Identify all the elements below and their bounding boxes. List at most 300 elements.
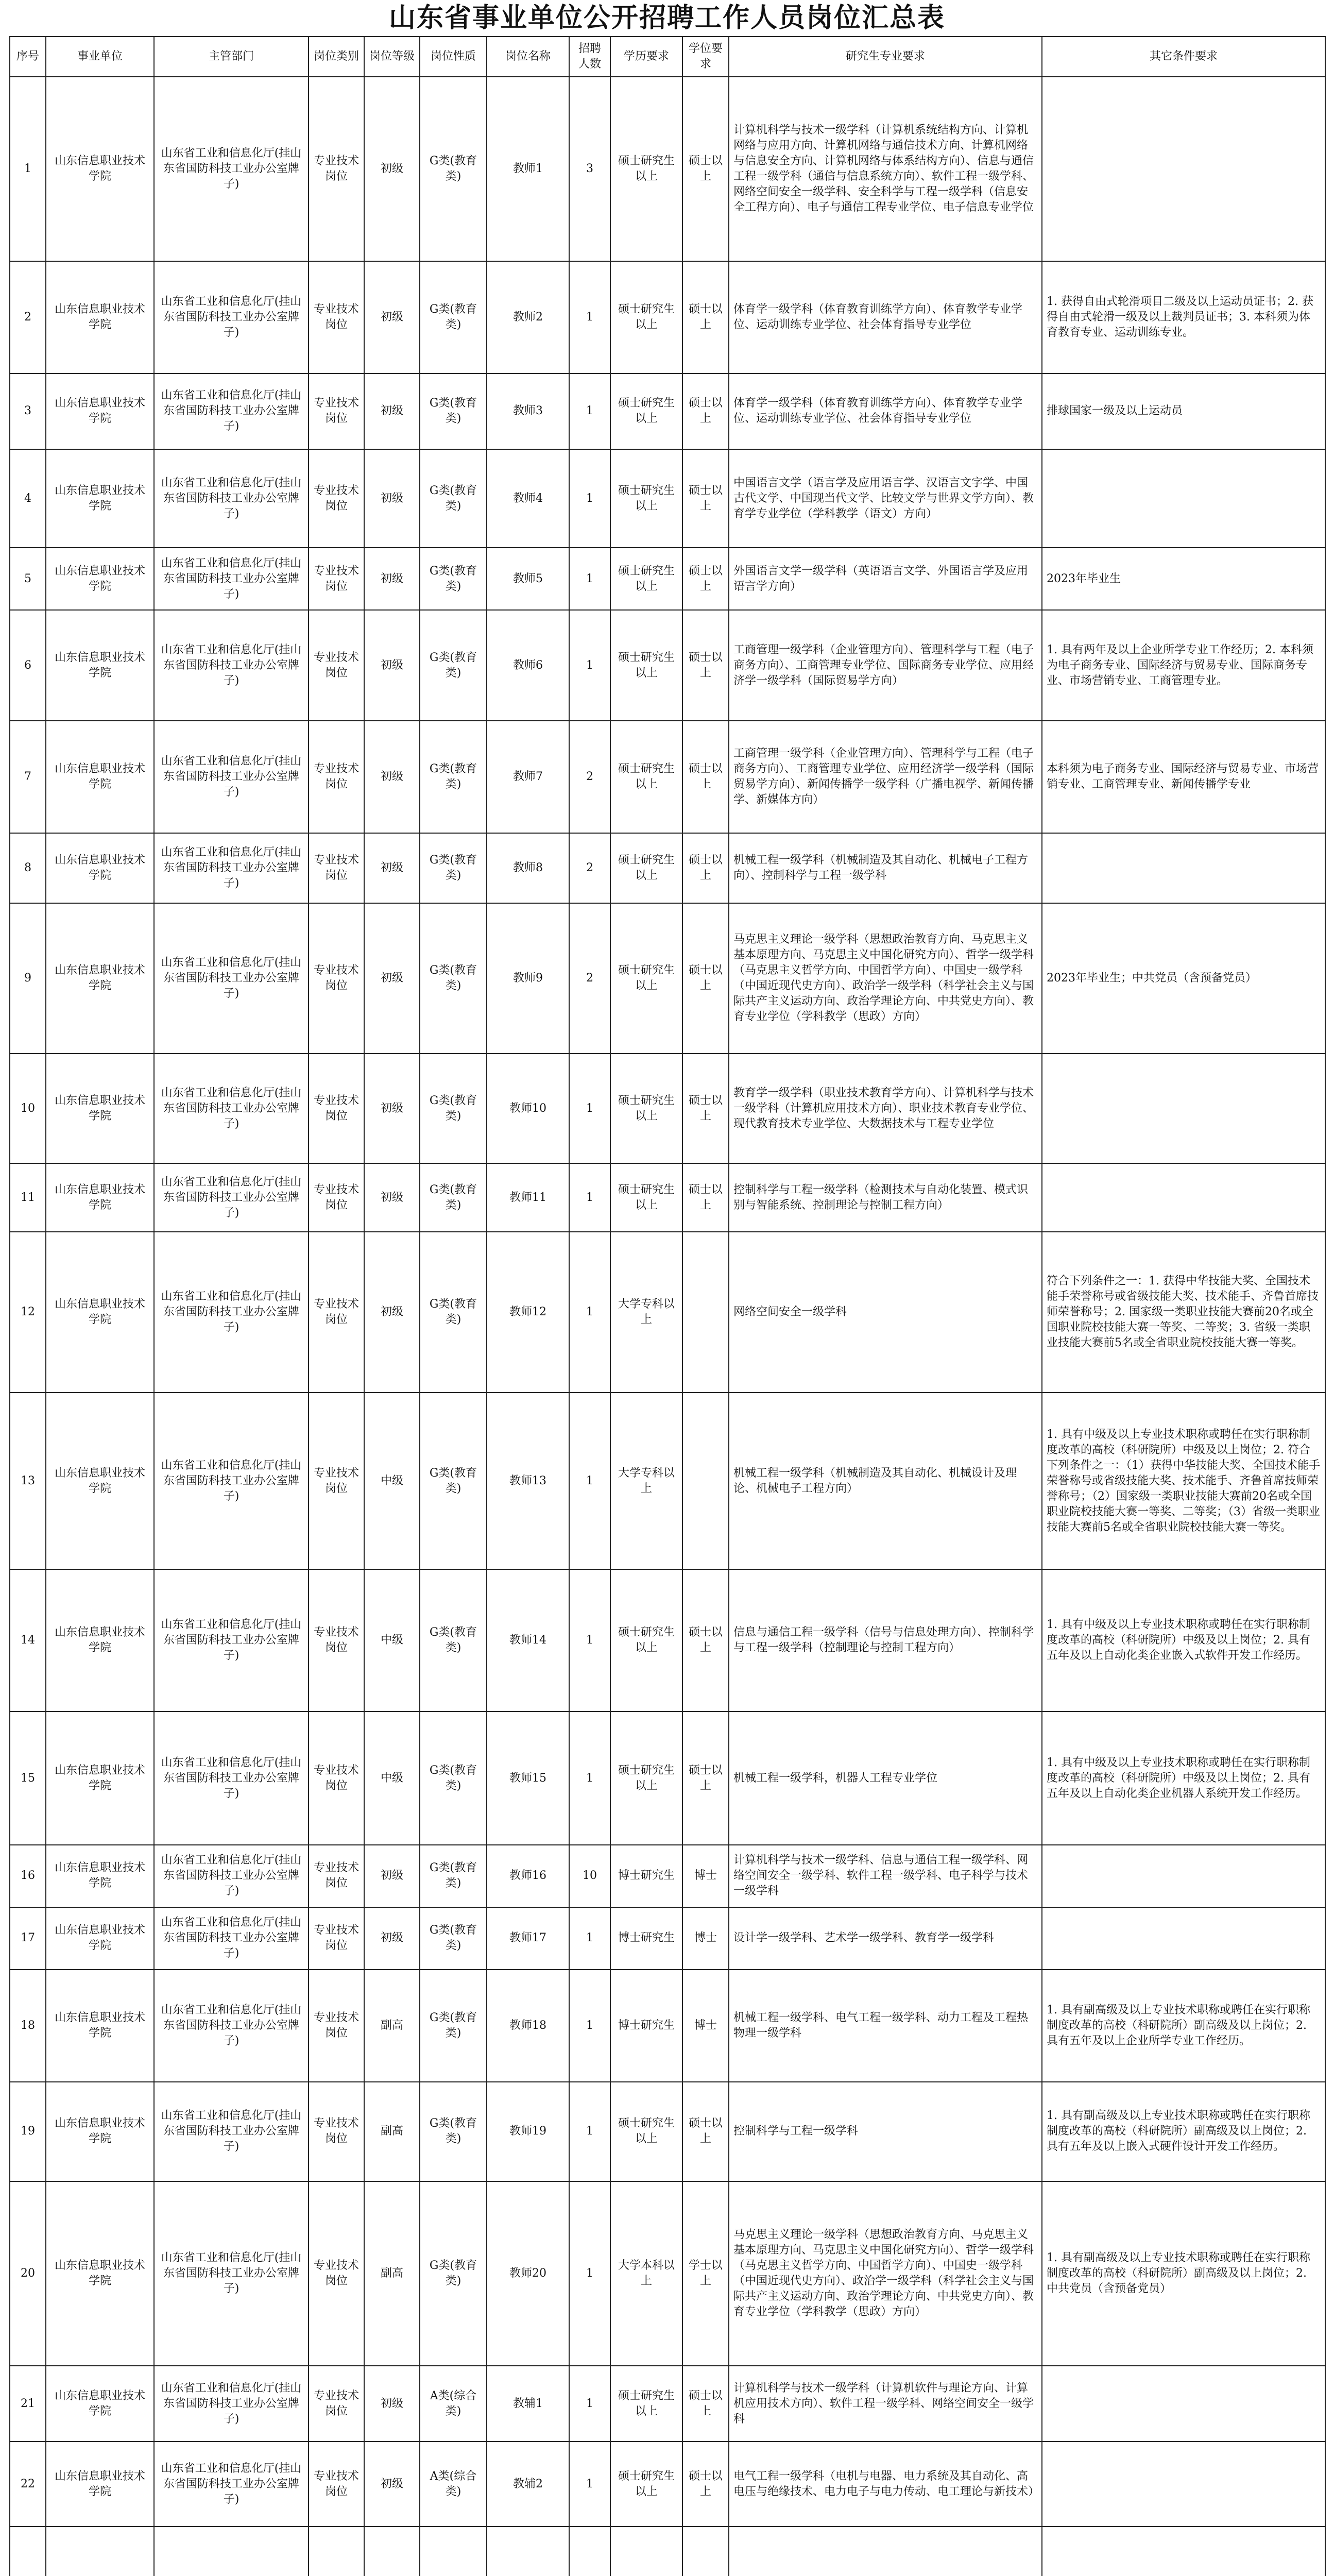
header-degree: 学位要求 (682, 37, 729, 77)
row-education: 硕士研究生以上 (610, 449, 682, 548)
row-position-name (487, 2527, 569, 2576)
row-major: 体育学一级学科（体育教育训练学方向）、体育教学专业学位、运动训练专业学位、社会体育指导专业学位 (729, 374, 1042, 450)
row-category: 专业技术岗位 (309, 1163, 364, 1232)
row-dept: 山东省工业和信息化厅(挂山东省国防科技工业办公室牌子) (154, 1054, 309, 1163)
row-other: 2023年毕业生 (1042, 548, 1325, 610)
row-degree: 硕士以上 (682, 721, 729, 833)
row-no: 17 (10, 1907, 46, 1970)
row-education: 硕士研究生以上 (610, 721, 682, 833)
row-level: 初级 (364, 2442, 420, 2526)
row-no: 20 (10, 2181, 46, 2366)
row-level: 初级 (364, 374, 420, 450)
row-other: 1. 具有中级及以上专业技术职称或聘任在实行职称制度改革的高校（科研院所）中级及以上岗位；2. 符合下列条件之一：（1）获得中华技能大奖、全国技术能手荣誉称号或省级技能大奖、技术能手、齐鲁首席技师荣誉称号；（2）国家级一类职业技能大赛前20名或全国职业院校技能大赛一等奖、二等奖；（3）省级一类职业技能大赛前5名或全省职业院校技能大赛一等奖。 (1042, 1393, 1325, 1569)
row-category: 专业技术岗位 (309, 1232, 364, 1393)
row-count: 2 (569, 903, 610, 1054)
table-row (10, 1163, 1325, 1232)
row-other: 2023年毕业生；中共党员（含预备党员） (1042, 903, 1325, 1054)
row-degree: 博士 (682, 1907, 729, 1970)
table-row (10, 449, 1325, 548)
row-nature: G类(教育类) (420, 1711, 487, 1845)
row-degree: 硕士以上 (682, 903, 729, 1054)
row-major: 工商管理一级学科（企业管理方向）、管理科学与工程（电子商务方向）、工商管理专业学位、国际商务专业学位、应用经济学一级学科（国际贸易学方向） (729, 610, 1042, 721)
row-count: 1 (569, 1054, 610, 1163)
row-count: 3 (569, 77, 610, 261)
row-level (364, 2527, 420, 2576)
row-major: 马克思主义理论一级学科（思想政治教育方向、马克思主义基本原理方向、马克思主义中国化研究方向）、哲学一级学科（马克思主义哲学方向、中国哲学方向）、中国史一级学科（中国近现代史方向）、政治学一级学科（科学社会主义与国际共产主义运动方向、政治学理论方向、中共党史方向）、教育专业学位（学科教学（思政）方向） (729, 903, 1042, 1054)
row-dept: 山东省工业和信息化厅(挂山东省国防科技工业办公室牌子) (154, 1711, 309, 1845)
positions-table (9, 36, 1326, 2576)
row-no: 8 (10, 833, 46, 903)
row-degree: 硕士以上 (682, 1711, 729, 1845)
row-count: 1 (569, 1569, 610, 1711)
row-position-name: 教师8 (487, 833, 569, 903)
row-count: 1 (569, 1232, 610, 1393)
row-nature: A类(综合类) (420, 2442, 487, 2526)
row-position-name: 教辅2 (487, 2442, 569, 2526)
row-degree: 学士以上 (682, 2181, 729, 2366)
row-education: 大学本科以上 (610, 2181, 682, 2366)
table-row (10, 2082, 1325, 2181)
row-other: 1. 获得自由式轮滑项目二级及以上运动员证书；2. 获得自由式轮滑一级及以上裁判员证书；3. 本科须为体育教育专业、运动训练专业。 (1042, 261, 1325, 374)
row-major: 计算机科学与技术一级学科（计算机系统结构方向、计算机网络与应用方向、计算机网络与通信技术方向、计算机网络与信息安全方向、计算机网络与体系结构方向）、信息与通信工程一级学科（通信与信息系统方向）、软件工程一级学科、网络空间安全一级学科、安全科学与工程一级学科（信息安全工程方向）、电子与通信工程专业学位、电子信息专业学位 (729, 77, 1042, 261)
row-level: 中级 (364, 1711, 420, 1845)
row-no: 4 (10, 449, 46, 548)
header-major: 研究生专业要求 (729, 37, 1042, 77)
row-count: 1 (569, 2082, 610, 2181)
row-nature: G类(教育类) (420, 1907, 487, 1970)
row-category: 专业技术岗位 (309, 77, 364, 261)
row-nature (420, 2527, 487, 2576)
row-category: 专业技术岗位 (309, 1054, 364, 1163)
row-major: 体育学一级学科（体育教育训练学方向）、体育教学专业学位、运动训练专业学位、社会体育指导专业学位 (729, 261, 1042, 374)
row-degree: 硕士以上 (682, 2082, 729, 2181)
row-no: 14 (10, 1569, 46, 1711)
row-unit: 山东信息职业技术学院 (46, 721, 154, 833)
row-major: 计算机科学与技术一级学科（计算机软件与理论方向、计算机应用技术方向）、软件工程一级学科、网络空间安全一级学科 (729, 2366, 1042, 2442)
row-nature: G类(教育类) (420, 610, 487, 721)
row-position-name: 教师10 (487, 1054, 569, 1163)
row-unit: 山东信息职业技术学院 (46, 374, 154, 450)
row-other: 1. 具有中级及以上专业技术职称或聘任在实行职称制度改革的高校（科研院所）中级及以上岗位；2. 具有五年及以上自动化类企业机器人系统开发工作经历。 (1042, 1711, 1325, 1845)
row-position-name: 教师13 (487, 1393, 569, 1569)
row-no: 19 (10, 2082, 46, 2181)
row-position-name: 教师18 (487, 1970, 569, 2082)
row-education: 硕士研究生以上 (610, 548, 682, 610)
row-count: 2 (569, 833, 610, 903)
row-nature: G类(教育类) (420, 1393, 487, 1569)
row-major (729, 2527, 1042, 2576)
row-category: 专业技术岗位 (309, 2181, 364, 2366)
row-position-name: 教辅1 (487, 2366, 569, 2442)
row-dept (154, 2527, 309, 2576)
row-unit: 山东信息职业技术学院 (46, 1970, 154, 2082)
row-unit: 山东信息职业技术学院 (46, 1845, 154, 1907)
row-unit: 山东信息职业技术学院 (46, 77, 154, 261)
row-no: 9 (10, 903, 46, 1054)
row-nature: G类(教育类) (420, 903, 487, 1054)
row-degree: 硕士以上 (682, 374, 729, 450)
table-row (10, 2181, 1325, 2366)
row-unit: 山东信息职业技术学院 (46, 261, 154, 374)
row-count: 1 (569, 2366, 610, 2442)
row-category: 专业技术岗位 (309, 1711, 364, 1845)
row-nature: G类(教育类) (420, 2082, 487, 2181)
row-dept: 山东省工业和信息化厅(挂山东省国防科技工业办公室牌子) (154, 2181, 309, 2366)
row-major: 工商管理一级学科（企业管理方向）、管理科学与工程（电子商务方向）、工商管理专业学位、应用经济学一级学科（国际贸易学方向）、新闻传播学一级学科（广播电视学、新闻传播学、新媒体方向） (729, 721, 1042, 833)
row-no (10, 2527, 46, 2576)
table-row (10, 903, 1325, 1054)
row-other (1042, 2366, 1325, 2442)
row-no: 5 (10, 548, 46, 610)
row-count (569, 2527, 610, 2576)
row-count: 1 (569, 1907, 610, 1970)
row-nature: G类(教育类) (420, 1054, 487, 1163)
row-nature: G类(教育类) (420, 1569, 487, 1711)
row-position-name: 教师9 (487, 903, 569, 1054)
row-education: 硕士研究生以上 (610, 1711, 682, 1845)
row-degree: 硕士以上 (682, 1569, 729, 1711)
header-category: 岗位类别 (309, 37, 364, 77)
row-no: 2 (10, 261, 46, 374)
row-category: 专业技术岗位 (309, 374, 364, 450)
row-dept: 山东省工业和信息化厅(挂山东省国防科技工业办公室牌子) (154, 374, 309, 450)
row-no: 7 (10, 721, 46, 833)
table-header-row (10, 37, 1325, 77)
row-education: 硕士研究生以上 (610, 1569, 682, 1711)
row-education: 硕士研究生以上 (610, 2442, 682, 2526)
row-category: 专业技术岗位 (309, 833, 364, 903)
row-position-name: 教师3 (487, 374, 569, 450)
row-education: 硕士研究生以上 (610, 77, 682, 261)
row-degree: 硕士以上 (682, 2366, 729, 2442)
row-level: 副高 (364, 2082, 420, 2181)
row-other: 1. 具有副高级及以上专业技术职称或聘任在实行职称制度改革的高校（科研院所）副高级及以上岗位；2. 中共党员（含预备党员） (1042, 2181, 1325, 2366)
table-row (10, 721, 1325, 833)
row-education: 大学专科以上 (610, 1393, 682, 1569)
table-row (10, 2366, 1325, 2442)
row-dept: 山东省工业和信息化厅(挂山东省国防科技工业办公室牌子) (154, 1569, 309, 1711)
row-unit: 山东信息职业技术学院 (46, 1393, 154, 1569)
row-dept: 山东省工业和信息化厅(挂山东省国防科技工业办公室牌子) (154, 2082, 309, 2181)
row-level: 初级 (364, 2366, 420, 2442)
row-no: 13 (10, 1393, 46, 1569)
row-unit: 山东信息职业技术学院 (46, 449, 154, 548)
row-no: 18 (10, 1970, 46, 2082)
row-dept: 山东省工业和信息化厅(挂山东省国防科技工业办公室牌子) (154, 1232, 309, 1393)
row-other: 1. 具有两年及以上企业所学专业工作经历；2. 本科须为电子商务专业、国际经济与贸易专业、国际商务专业、市场营销专业、工商管理专业。 (1042, 610, 1325, 721)
row-count: 1 (569, 1970, 610, 2082)
row-other: 1. 具有中级及以上专业技术职称或聘任在实行职称制度改革的高校（科研院所）中级及以上岗位；2. 具有五年及以上自动化类企业嵌入式软件开发工作经历。 (1042, 1569, 1325, 1711)
row-other: 排球国家一级及以上运动员 (1042, 374, 1325, 450)
row-major: 控制科学与工程一级学科 (729, 2082, 1042, 2181)
row-other (1042, 2527, 1325, 2576)
row-dept: 山东省工业和信息化厅(挂山东省国防科技工业办公室牌子) (154, 1907, 309, 1970)
row-unit (46, 2527, 154, 2576)
row-degree: 硕士以上 (682, 610, 729, 721)
row-no: 3 (10, 374, 46, 450)
row-no: 16 (10, 1845, 46, 1907)
row-nature: G类(教育类) (420, 1845, 487, 1907)
row-nature: G类(教育类) (420, 721, 487, 833)
row-degree (682, 1232, 729, 1393)
row-level: 初级 (364, 449, 420, 548)
row-no: 10 (10, 1054, 46, 1163)
row-level: 初级 (364, 721, 420, 833)
row-no: 22 (10, 2442, 46, 2526)
row-major: 机械工程一级学科、电气工程一级学科、动力工程及工程热物理一级学科 (729, 1970, 1042, 2082)
row-position-name: 教师6 (487, 610, 569, 721)
row-major: 信息与通信工程一级学科（信号与信息处理方向）、控制科学与工程一级学科（控制理论与控制工程方向） (729, 1569, 1042, 1711)
table-row (10, 833, 1325, 903)
row-unit: 山东信息职业技术学院 (46, 548, 154, 610)
row-major: 教育学一级学科（职业技术教育学方向）、计算机科学与技术一级学科（计算机应用技术方向）、职业技术教育专业学位、现代教育技术专业学位、大数据技术与工程专业学位 (729, 1054, 1042, 1163)
row-count: 1 (569, 1711, 610, 1845)
row-position-name: 教师12 (487, 1232, 569, 1393)
row-major: 机械工程一级学科（机械制造及其自动化、机械电子工程方向）、控制科学与工程一级学科 (729, 833, 1042, 903)
row-position-name: 教师16 (487, 1845, 569, 1907)
row-major: 设计学一级学科、艺术学一级学科、教育学一级学科 (729, 1907, 1042, 1970)
row-position-name: 教师20 (487, 2181, 569, 2366)
header-level: 岗位等级 (364, 37, 420, 77)
row-major: 马克思主义理论一级学科（思想政治教育方向、马克思主义基本原理方向、马克思主义中国化研究方向）、哲学一级学科（马克思主义哲学方向、中国哲学方向）、中国史一级学科（中国近现代史方向）、政治学一级学科（科学社会主义与国际共产主义运动方向、政治学理论方向、中共党史方向）、教育专业学位（学科教学（思政）方向） (729, 2181, 1042, 2366)
header-unit: 事业单位 (46, 37, 154, 77)
row-other (1042, 1054, 1325, 1163)
row-degree (682, 1393, 729, 1569)
row-count: 1 (569, 1163, 610, 1232)
row-nature: G类(教育类) (420, 1232, 487, 1393)
row-level: 初级 (364, 548, 420, 610)
row-count: 2 (569, 721, 610, 833)
row-category: 专业技术岗位 (309, 449, 364, 548)
row-education: 硕士研究生以上 (610, 610, 682, 721)
row-unit: 山东信息职业技术学院 (46, 2442, 154, 2526)
row-nature: G类(教育类) (420, 1970, 487, 2082)
table-row (10, 610, 1325, 721)
row-no: 11 (10, 1163, 46, 1232)
row-degree (682, 2527, 729, 2576)
row-nature: G类(教育类) (420, 2181, 487, 2366)
row-dept: 山东省工业和信息化厅(挂山东省国防科技工业办公室牌子) (154, 1393, 309, 1569)
row-education: 大学专科以上 (610, 1232, 682, 1393)
header-education: 学历要求 (610, 37, 682, 77)
row-major: 控制科学与工程一级学科（检测技术与自动化装置、模式识别与智能系统、控制理论与控制工程方向） (729, 1163, 1042, 1232)
row-dept: 山东省工业和信息化厅(挂山东省国防科技工业办公室牌子) (154, 610, 309, 721)
row-category: 专业技术岗位 (309, 1970, 364, 2082)
row-level: 初级 (364, 610, 420, 721)
row-position-name: 教师1 (487, 77, 569, 261)
table-row (10, 1232, 1325, 1393)
row-unit: 山东信息职业技术学院 (46, 1907, 154, 1970)
row-dept: 山东省工业和信息化厅(挂山东省国防科技工业办公室牌子) (154, 1845, 309, 1907)
row-level: 初级 (364, 1054, 420, 1163)
table-row (10, 2442, 1325, 2526)
row-degree: 硕士以上 (682, 77, 729, 261)
row-level: 中级 (364, 1393, 420, 1569)
row-other (1042, 833, 1325, 903)
header-no: 序号 (10, 37, 46, 77)
row-category: 专业技术岗位 (309, 2082, 364, 2181)
row-level: 副高 (364, 2181, 420, 2366)
row-major: 机械工程一级学科，机器人工程专业学位 (729, 1711, 1042, 1845)
row-dept: 山东省工业和信息化厅(挂山东省国防科技工业办公室牌子) (154, 721, 309, 833)
table-row (10, 1845, 1325, 1907)
row-category: 专业技术岗位 (309, 548, 364, 610)
row-position-name: 教师17 (487, 1907, 569, 1970)
row-level: 初级 (364, 77, 420, 261)
row-count: 1 (569, 374, 610, 450)
row-category: 专业技术岗位 (309, 610, 364, 721)
row-count: 1 (569, 449, 610, 548)
row-unit: 山东信息职业技术学院 (46, 1163, 154, 1232)
row-count: 10 (569, 1845, 610, 1907)
row-unit: 山东信息职业技术学院 (46, 2366, 154, 2442)
row-degree: 硕士以上 (682, 449, 729, 548)
row-count: 1 (569, 548, 610, 610)
row-position-name: 教师4 (487, 449, 569, 548)
row-major: 计算机科学与技术一级学科、信息与通信工程一级学科、网络空间安全一级学科、软件工程一级学科、电子科学与技术一级学科 (729, 1845, 1042, 1907)
row-education: 硕士研究生以上 (610, 374, 682, 450)
row-education: 硕士研究生以上 (610, 2366, 682, 2442)
row-position-name: 教师14 (487, 1569, 569, 1711)
row-education: 硕士研究生以上 (610, 833, 682, 903)
row-other (1042, 2442, 1325, 2526)
header-dept: 主管部门 (154, 37, 309, 77)
row-dept: 山东省工业和信息化厅(挂山东省国防科技工业办公室牌子) (154, 449, 309, 548)
row-education: 硕士研究生以上 (610, 1054, 682, 1163)
row-degree: 博士 (682, 1970, 729, 2082)
table-row (10, 1393, 1325, 1569)
row-dept: 山东省工业和信息化厅(挂山东省国防科技工业办公室牌子) (154, 833, 309, 903)
row-level: 初级 (364, 261, 420, 374)
row-degree: 硕士以上 (682, 261, 729, 374)
header-other: 其它条件要求 (1042, 37, 1325, 77)
table-row (10, 77, 1325, 261)
table-row (10, 374, 1325, 450)
row-dept: 山东省工业和信息化厅(挂山东省国防科技工业办公室牌子) (154, 2366, 309, 2442)
row-level: 初级 (364, 1232, 420, 1393)
row-degree: 硕士以上 (682, 1163, 729, 1232)
row-nature: G类(教育类) (420, 548, 487, 610)
row-position-name: 教师19 (487, 2082, 569, 2181)
row-count: 1 (569, 1393, 610, 1569)
row-level: 初级 (364, 1845, 420, 1907)
row-other: 符合下列条件之一：1. 获得中华技能大奖、全国技术能手荣誉称号或省级技能大奖、技术能手、齐鲁首席技师荣誉称号；2. 国家级一类职业技能大赛前20名或全国职业院校技能大赛一等奖、二等奖；3. 省级一类职业技能大赛前5名或全省职业院校技能大赛一等奖。 (1042, 1232, 1325, 1393)
row-dept: 山东省工业和信息化厅(挂山东省国防科技工业办公室牌子) (154, 548, 309, 610)
row-unit: 山东信息职业技术学院 (46, 2082, 154, 2181)
header-count: 招聘人数 (569, 37, 610, 77)
header-nature: 岗位性质 (420, 37, 487, 77)
row-count: 1 (569, 2181, 610, 2366)
row-no: 12 (10, 1232, 46, 1393)
row-unit: 山东信息职业技术学院 (46, 610, 154, 721)
row-position-name: 教师15 (487, 1711, 569, 1845)
row-dept: 山东省工业和信息化厅(挂山东省国防科技工业办公室牌子) (154, 1970, 309, 2082)
row-position-name: 教师11 (487, 1163, 569, 1232)
row-other (1042, 77, 1325, 261)
row-education: 硕士研究生以上 (610, 2082, 682, 2181)
row-unit: 山东信息职业技术学院 (46, 1711, 154, 1845)
row-other (1042, 1907, 1325, 1970)
table-row (10, 2527, 1325, 2576)
row-category: 专业技术岗位 (309, 1845, 364, 1907)
row-education (610, 2527, 682, 2576)
row-level: 初级 (364, 1163, 420, 1232)
row-level: 初级 (364, 1907, 420, 1970)
row-dept: 山东省工业和信息化厅(挂山东省国防科技工业办公室牌子) (154, 1163, 309, 1232)
row-major: 中国语言文学（语言学及应用语言学、汉语言文字学、中国古代文学、中国现当代文学、比较文学与世界文学方向）、教育学专业学位（学科教学（语文）方向） (729, 449, 1042, 548)
row-category: 专业技术岗位 (309, 903, 364, 1054)
row-count: 1 (569, 261, 610, 374)
row-no: 21 (10, 2366, 46, 2442)
row-degree: 硕士以上 (682, 833, 729, 903)
row-category: 专业技术岗位 (309, 2442, 364, 2526)
row-degree: 硕士以上 (682, 2442, 729, 2526)
row-category: 专业技术岗位 (309, 1907, 364, 1970)
table-row (10, 261, 1325, 374)
row-no: 15 (10, 1711, 46, 1845)
row-level: 中级 (364, 1569, 420, 1711)
row-other: 1. 具有副高级及以上专业技术职称或聘任在实行职称制度改革的高校（科研院所）副高级及以上岗位；2. 具有五年及以上企业所学专业工作经历。 (1042, 1970, 1325, 2082)
row-major: 机械工程一级学科（机械制造及其自动化、机械设计及理论、机械电子工程方向） (729, 1393, 1042, 1569)
row-major: 电气工程一级学科（电机与电器、电力系统及其自动化、高电压与绝缘技术、电力电子与电力传动、电工理论与新技术） (729, 2442, 1042, 2526)
table-row (10, 548, 1325, 610)
row-other (1042, 1845, 1325, 1907)
row-category (309, 2527, 364, 2576)
table-row (10, 1054, 1325, 1163)
table-row (10, 1907, 1325, 1970)
row-position-name: 教师2 (487, 261, 569, 374)
row-unit: 山东信息职业技术学院 (46, 1232, 154, 1393)
row-nature: G类(教育类) (420, 374, 487, 450)
row-category: 专业技术岗位 (309, 721, 364, 833)
row-degree: 博士 (682, 1845, 729, 1907)
row-level: 初级 (364, 903, 420, 1054)
row-education: 硕士研究生以上 (610, 903, 682, 1054)
row-degree: 硕士以上 (682, 1054, 729, 1163)
row-education: 博士研究生 (610, 1970, 682, 2082)
header-position-name: 岗位名称 (487, 37, 569, 77)
table-row (10, 1711, 1325, 1845)
table-row (10, 1569, 1325, 1711)
row-count: 1 (569, 610, 610, 721)
row-nature: G类(教育类) (420, 449, 487, 548)
row-position-name: 教师7 (487, 721, 569, 833)
row-level: 初级 (364, 833, 420, 903)
page-title: 山东省事业单位公开招聘工作人员岗位汇总表 (388, 2, 945, 33)
row-category: 专业技术岗位 (309, 2366, 364, 2442)
row-unit: 山东信息职业技术学院 (46, 1569, 154, 1711)
row-education: 博士研究生 (610, 1907, 682, 1970)
row-education: 硕士研究生以上 (610, 1163, 682, 1232)
row-count: 1 (569, 2442, 610, 2526)
row-nature: G类(教育类) (420, 1163, 487, 1232)
row-education: 硕士研究生以上 (610, 261, 682, 374)
row-unit: 山东信息职业技术学院 (46, 833, 154, 903)
table-row (10, 1970, 1325, 2082)
row-other (1042, 449, 1325, 548)
row-major: 外国语言文学一级学科（英语语言文学、外国语言学及应用语言学方向） (729, 548, 1042, 610)
row-major: 网络空间安全一级学科 (729, 1232, 1042, 1393)
row-dept: 山东省工业和信息化厅(挂山东省国防科技工业办公室牌子) (154, 2442, 309, 2526)
row-no: 1 (10, 77, 46, 261)
row-no: 6 (10, 610, 46, 721)
row-dept: 山东省工业和信息化厅(挂山东省国防科技工业办公室牌子) (154, 261, 309, 374)
row-degree: 硕士以上 (682, 548, 729, 610)
row-other: 1. 具有副高级及以上专业技术职称或聘任在实行职称制度改革的高校（科研院所）副高级及以上岗位；2. 具有五年及以上嵌入式硬件设计开发工作经历。 (1042, 2082, 1325, 2181)
row-nature: G类(教育类) (420, 77, 487, 261)
row-nature: G类(教育类) (420, 261, 487, 374)
row-other (1042, 1163, 1325, 1232)
